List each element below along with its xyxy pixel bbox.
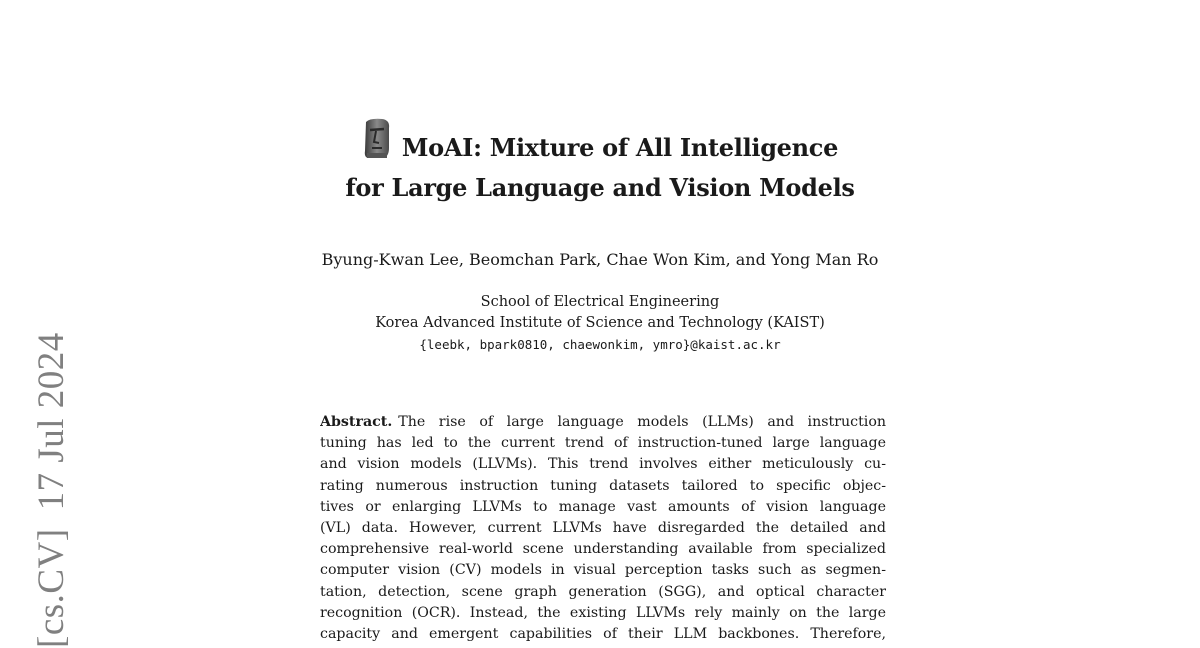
abstract-line: computer vision (CV) models in visual perception tasks such as segmen- <box>320 562 886 579</box>
abstract-line: and vision models (LLVMs). This trend involves either meticulously cu- <box>320 456 886 473</box>
abstract-block <box>320 412 886 645</box>
arxiv-side-stamp <box>22 308 82 648</box>
abstract-line: rating numerous instruction tuning datasets tailored to specific objec- <box>320 477 886 494</box>
abstract-line: capacity and emergent capabilities of their LLM backbones. Therefore, <box>320 626 886 643</box>
abstract-line: (VL) data. However, current LLVMs have disregarded the detailed and <box>320 520 886 537</box>
affiliation-block <box>0 292 1200 355</box>
abstract-line: recognition (OCR). Instead, the existing LLVMs rely mainly on the large <box>320 604 886 621</box>
abstract-line: Abstract. The rise of large language models (LLMs) and instruction <box>320 414 886 430</box>
abstract-line: tuning has led to the current trend of instruction-tuned large language <box>320 435 886 452</box>
affiliation-school: School of Electrical Engineering <box>480 294 720 310</box>
arxiv-category: [cs.CV] <box>31 528 72 648</box>
moai-icon <box>362 118 394 170</box>
arxiv-date: 17 Jul 2024 <box>31 332 72 511</box>
title-line-2: for Large Language and Vision Models <box>345 173 855 202</box>
title-line-1 <box>0 118 1200 170</box>
paper-title <box>0 118 1200 206</box>
author-emails: {leebk, bpark0810, chaewonkim, ymro}@kaist.ac.kr <box>419 337 781 352</box>
abstract-line: tation, detection, scene graph generation (SGG), and optical character <box>320 583 886 600</box>
title-text-1: MoAI: Mixture of All Intelligence <box>401 133 839 162</box>
author-list: Byung-Kwan Lee, Beomchan Park, Chae Won Kim, and Yong Man Ro <box>321 250 879 269</box>
abstract-label: Abstract. <box>320 414 393 430</box>
abstract-line: comprehensive real-world scene understanding available from specialized <box>320 541 886 558</box>
abstract-line: tives or enlarging LLVMs to manage vast amounts of vision language <box>320 498 886 515</box>
affiliation-institute: Korea Advanced Institute of Science and Technology (KAIST) <box>375 315 825 331</box>
